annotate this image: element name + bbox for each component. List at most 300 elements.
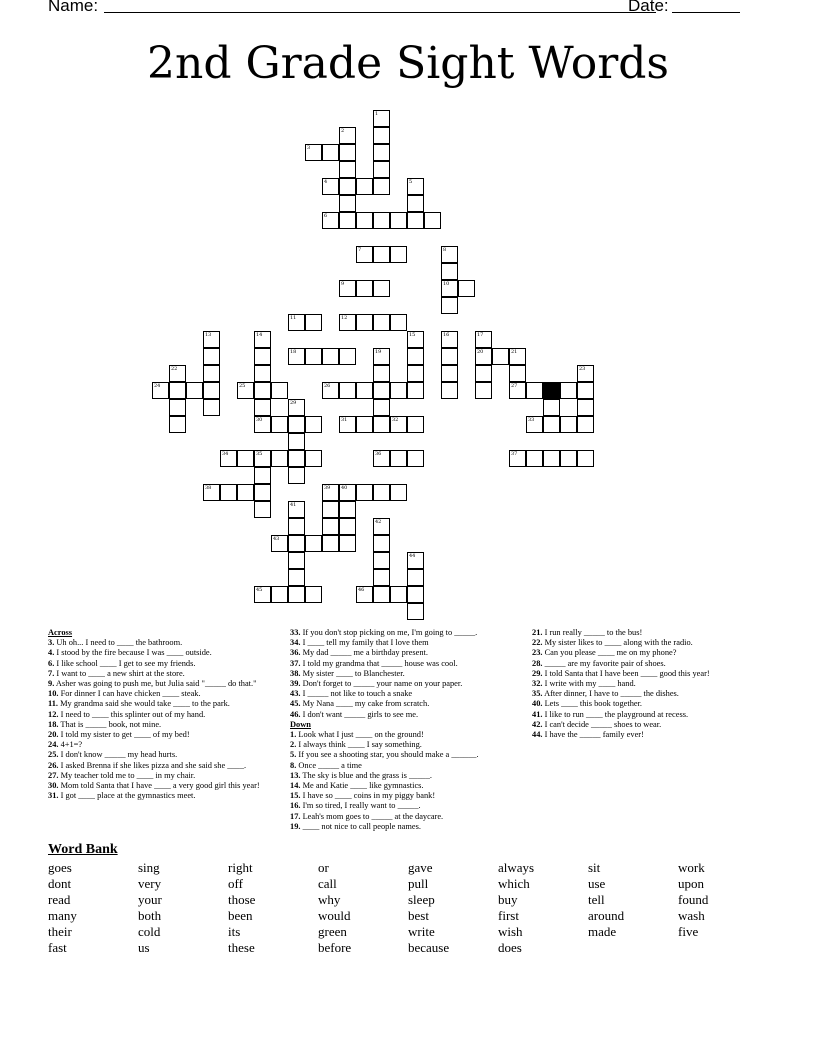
word-bank-word: pull bbox=[408, 876, 429, 891]
word-bank-word: upon bbox=[678, 876, 704, 891]
clue-number: 3. bbox=[48, 638, 55, 648]
crossword-cell[interactable] bbox=[407, 569, 424, 586]
crossword-cell[interactable] bbox=[373, 382, 390, 399]
crossword-cell[interactable] bbox=[407, 348, 424, 365]
clue-number: 12. bbox=[48, 709, 59, 719]
crossword-cell[interactable] bbox=[322, 535, 339, 552]
crossword-cell[interactable] bbox=[390, 314, 407, 331]
word-bank-word: wash bbox=[678, 908, 705, 923]
clue-text: The sky is blue and the grass is _____. bbox=[300, 770, 432, 780]
across-clue-list bbox=[48, 638, 284, 801]
crossword-cell[interactable] bbox=[441, 348, 458, 365]
crossword-cell[interactable] bbox=[373, 416, 390, 433]
clue-number: 31. bbox=[48, 791, 59, 801]
clue-item bbox=[48, 740, 284, 750]
clue-number: 35 bbox=[256, 451, 263, 457]
word-bank-word: or bbox=[318, 860, 329, 875]
crossword-cell[interactable] bbox=[186, 382, 203, 399]
clue-number: 15. bbox=[290, 791, 301, 801]
clue-number: 4. bbox=[48, 648, 55, 658]
crossword-cell[interactable] bbox=[373, 569, 390, 586]
crossword-cell[interactable] bbox=[407, 212, 424, 229]
crossword-cell[interactable] bbox=[305, 416, 322, 433]
crossword-cell[interactable] bbox=[305, 348, 322, 365]
crossword-cell[interactable] bbox=[441, 365, 458, 382]
crossword-cell[interactable] bbox=[356, 212, 373, 229]
word-bank-word: call bbox=[318, 876, 337, 891]
crossword-cell[interactable] bbox=[560, 416, 577, 433]
word-bank-word: before bbox=[318, 940, 352, 955]
crossword-cell[interactable] bbox=[220, 484, 237, 501]
clue-item bbox=[290, 628, 526, 638]
word-bank-word: buy bbox=[498, 892, 518, 907]
crossword-cell[interactable] bbox=[288, 518, 305, 535]
crossword-cell[interactable] bbox=[526, 450, 543, 467]
crossword-cell[interactable] bbox=[424, 212, 441, 229]
crossword-cell[interactable] bbox=[543, 450, 560, 467]
crossword-cell[interactable] bbox=[407, 603, 424, 620]
word-bank-word: found bbox=[678, 892, 709, 907]
clue-text: I told my grandma that _____ house was cool. bbox=[300, 658, 458, 668]
crossword-cell[interactable] bbox=[356, 314, 373, 331]
clue-number: 41. bbox=[532, 709, 543, 719]
crossword-cell[interactable] bbox=[543, 416, 560, 433]
crossword-cell[interactable] bbox=[475, 365, 492, 382]
crossword-cell[interactable] bbox=[577, 450, 594, 467]
crossword-cell[interactable] bbox=[509, 365, 526, 382]
clue-number: 30. bbox=[48, 781, 59, 791]
clue-text: I ____ tell my family that I love them bbox=[300, 638, 429, 648]
crossword-cell[interactable] bbox=[288, 433, 305, 450]
crossword-cell[interactable] bbox=[322, 348, 339, 365]
clue-number: 23 bbox=[579, 366, 586, 372]
clue-number: 26. bbox=[48, 760, 59, 770]
crossword-cell[interactable] bbox=[288, 552, 305, 569]
word-bank-word: sleep bbox=[408, 892, 435, 907]
clue-number: 31 bbox=[341, 417, 348, 423]
clue-text: ____ not nice to call people names. bbox=[300, 821, 421, 831]
clue-item bbox=[290, 771, 526, 781]
down-clue-list bbox=[290, 730, 526, 832]
clue-number: 9. bbox=[48, 679, 55, 689]
crossword-cell[interactable] bbox=[526, 382, 543, 399]
crossword-cell[interactable] bbox=[390, 382, 407, 399]
clue-number: 6. bbox=[48, 658, 55, 668]
clue-number: 41 bbox=[290, 502, 297, 508]
word-bank-word: would bbox=[318, 908, 351, 923]
word-bank-word: dont bbox=[48, 876, 72, 891]
clue-item bbox=[532, 669, 768, 679]
clue-number: 24 bbox=[154, 383, 161, 389]
crossword-cell[interactable] bbox=[169, 416, 186, 433]
clue-number: 21. bbox=[532, 628, 543, 637]
crossword-cell[interactable] bbox=[203, 365, 220, 382]
crossword-cell[interactable] bbox=[322, 144, 339, 161]
crossword-cell[interactable] bbox=[577, 416, 594, 433]
crossword-cell[interactable] bbox=[373, 399, 390, 416]
clue-text: Mom told Santa that I have ____ a very good girl this year! bbox=[58, 781, 260, 791]
clue-item bbox=[48, 699, 284, 709]
crossword-cell[interactable] bbox=[271, 450, 288, 467]
crossword-cell[interactable] bbox=[373, 144, 390, 161]
clue-item bbox=[532, 730, 768, 740]
crossword-cell[interactable] bbox=[543, 399, 560, 416]
clue-item bbox=[532, 659, 768, 669]
down-heading: Down bbox=[290, 719, 311, 729]
clue-number: 5. bbox=[290, 750, 297, 760]
clue-number: 28. bbox=[532, 658, 543, 668]
clue-number: 18. bbox=[48, 719, 59, 729]
clue-number: 39. bbox=[290, 679, 301, 689]
clue-text: I have the _____ family ever! bbox=[542, 730, 644, 740]
clue-number: 40. bbox=[532, 699, 543, 709]
clue-item bbox=[290, 781, 526, 791]
clue-number: 37 bbox=[511, 451, 518, 457]
crossword-cell[interactable] bbox=[441, 263, 458, 280]
crossword-cell[interactable] bbox=[441, 297, 458, 314]
crossword-cell[interactable] bbox=[407, 450, 424, 467]
crossword-cell[interactable] bbox=[254, 348, 271, 365]
clue-item bbox=[532, 638, 768, 648]
clue-text: I _____ not like to touch a snake bbox=[300, 689, 413, 699]
clue-item bbox=[290, 679, 526, 689]
clue-item bbox=[48, 648, 284, 658]
clue-text: I stood by the fire because I was ____ outside. bbox=[54, 648, 212, 658]
word-bank-word: work bbox=[678, 860, 705, 875]
clue-number: 23. bbox=[532, 648, 543, 658]
word-bank-word: read bbox=[48, 892, 71, 907]
crossword-cell[interactable] bbox=[390, 484, 407, 501]
crossword-cell[interactable] bbox=[356, 484, 373, 501]
clue-text: 4+1=? bbox=[58, 740, 83, 750]
clue-text: Asher was going to push me, but Julia said "_____ do that." bbox=[54, 679, 257, 689]
clue-number: 34. bbox=[290, 638, 301, 648]
crossword-cell[interactable] bbox=[288, 535, 305, 552]
clue-text: Me and Katie ____ like gymnastics. bbox=[300, 781, 424, 791]
crossword-cell[interactable] bbox=[254, 382, 271, 399]
clue-text: That is _____ book, not mine. bbox=[58, 719, 162, 729]
clue-number: 22. bbox=[532, 638, 543, 648]
crossword-cell[interactable] bbox=[492, 348, 509, 365]
clue-number: 7. bbox=[48, 668, 55, 678]
word-bank-word: goes bbox=[48, 860, 72, 875]
crossword-cell[interactable] bbox=[305, 535, 322, 552]
clue-item bbox=[532, 699, 768, 709]
clue-item bbox=[290, 669, 526, 679]
clue-number: 27. bbox=[48, 770, 59, 780]
word-bank-word: cold bbox=[138, 924, 161, 939]
clue-number: 42 bbox=[375, 519, 382, 525]
word-bank-word: off bbox=[228, 876, 243, 891]
crossword-cell[interactable] bbox=[254, 484, 271, 501]
crossword-cell[interactable] bbox=[339, 382, 356, 399]
crossword-cell[interactable] bbox=[339, 501, 356, 518]
crossword-cell[interactable] bbox=[203, 382, 220, 399]
crossword-cell[interactable] bbox=[254, 365, 271, 382]
clue-item bbox=[48, 679, 284, 689]
clue-item bbox=[532, 710, 768, 720]
clue-text: Uh oh... I need to ____ the bathroom. bbox=[54, 638, 183, 648]
crossword-cell[interactable] bbox=[373, 365, 390, 382]
clue-text: My grandma said she would take ____ to the park. bbox=[58, 699, 230, 709]
word-bank-word: because bbox=[408, 940, 450, 955]
clue-number: 8. bbox=[290, 760, 297, 770]
clue-number: 36 bbox=[375, 451, 382, 457]
clue-number: 26 bbox=[324, 383, 331, 389]
crossword-cell[interactable] bbox=[373, 127, 390, 144]
crossword-cell[interactable] bbox=[407, 382, 424, 399]
clue-number: 15 bbox=[409, 332, 416, 338]
word-bank-word: us bbox=[138, 940, 150, 955]
word-bank-word: why bbox=[318, 892, 341, 907]
clue-number: 33 bbox=[528, 417, 535, 423]
clue-text: I can't decide _____ shoes to wear. bbox=[542, 719, 662, 729]
clue-text: I don't know _____ my head hurts. bbox=[58, 750, 178, 760]
crossword-cell[interactable] bbox=[441, 382, 458, 399]
clue-item bbox=[532, 648, 768, 658]
clue-number: 17. bbox=[290, 811, 301, 821]
crossword-cell[interactable] bbox=[339, 161, 356, 178]
crossword-cell[interactable] bbox=[254, 399, 271, 416]
crossword-cell[interactable] bbox=[373, 586, 390, 603]
clue-number: 1 bbox=[375, 111, 379, 117]
crossword-cell[interactable] bbox=[373, 280, 390, 297]
crossword-cell[interactable] bbox=[373, 535, 390, 552]
crossword-cell[interactable] bbox=[407, 586, 424, 603]
clue-number: 32 bbox=[392, 417, 399, 423]
crossword-cell[interactable] bbox=[475, 382, 492, 399]
crossword-cell[interactable] bbox=[458, 280, 475, 297]
clue-text: I want to ____ a new shirt at the store. bbox=[54, 668, 185, 678]
crossword-cell[interactable] bbox=[288, 569, 305, 586]
clue-item bbox=[48, 659, 284, 669]
crossword-cell[interactable] bbox=[356, 280, 373, 297]
clue-item bbox=[48, 720, 284, 730]
crossword-cell[interactable] bbox=[407, 365, 424, 382]
clue-text: For dinner I can have chicken ____ steak. bbox=[58, 689, 201, 699]
clue-item bbox=[290, 689, 526, 699]
clue-number: 24. bbox=[48, 740, 59, 750]
crossword-cell[interactable] bbox=[322, 518, 339, 535]
clue-number: 17 bbox=[477, 332, 484, 338]
word-bank-word: made bbox=[588, 924, 617, 939]
crossword-cell[interactable] bbox=[339, 212, 356, 229]
crossword-cell[interactable] bbox=[356, 416, 373, 433]
clue-number: 11. bbox=[48, 699, 59, 709]
clue-number: 22 bbox=[171, 366, 178, 372]
crossword-cell[interactable] bbox=[339, 195, 356, 212]
clue-text: Once _____ a time bbox=[296, 760, 362, 770]
crossword-cell[interactable] bbox=[373, 246, 390, 263]
clue-item bbox=[290, 791, 526, 801]
crossword-cell[interactable] bbox=[339, 518, 356, 535]
clue-text: I told Santa that I have been ____ good this year! bbox=[542, 668, 710, 678]
crossword-cell[interactable] bbox=[373, 161, 390, 178]
word-bank-word: right bbox=[228, 860, 253, 875]
clue-number: 38 bbox=[205, 485, 212, 491]
crossword-cell[interactable] bbox=[407, 195, 424, 212]
word-bank-word: always bbox=[498, 860, 535, 875]
crossword-cell[interactable] bbox=[373, 552, 390, 569]
clue-item bbox=[48, 638, 284, 648]
crossword-cell[interactable] bbox=[339, 348, 356, 365]
clue-item bbox=[48, 689, 284, 699]
clue-number: 18 bbox=[290, 349, 297, 355]
clue-text: My dad _____ me a birthday present. bbox=[300, 648, 428, 658]
crossword-cell[interactable] bbox=[390, 450, 407, 467]
clue-text: If you see a shooting star, you should make a ______. bbox=[296, 750, 479, 760]
clue-item bbox=[532, 689, 768, 699]
clue-item bbox=[532, 720, 768, 730]
clue-item bbox=[48, 710, 284, 720]
clue-number: 19 bbox=[375, 349, 382, 355]
crossword-cell[interactable] bbox=[577, 382, 594, 399]
word-bank-word: both bbox=[138, 908, 162, 923]
clue-item bbox=[290, 812, 526, 822]
word-bank-word: very bbox=[138, 876, 162, 891]
clue-number: 4 bbox=[324, 179, 328, 185]
clue-number: 19. bbox=[290, 821, 301, 831]
clue-number: 6 bbox=[324, 213, 328, 219]
crossword-cell[interactable] bbox=[254, 501, 271, 518]
clue-item bbox=[532, 679, 768, 689]
crossword-cell[interactable] bbox=[169, 399, 186, 416]
word-bank-word: those bbox=[228, 892, 256, 907]
clue-number: 30 bbox=[256, 417, 263, 423]
clue-number: 20. bbox=[48, 730, 59, 740]
word-bank-word: their bbox=[48, 924, 72, 939]
crossword-cell[interactable] bbox=[271, 382, 288, 399]
crossword-cell[interactable] bbox=[203, 348, 220, 365]
word-bank-word: sing bbox=[138, 860, 160, 875]
word-bank-word: tell bbox=[588, 892, 605, 907]
clue-number: 38. bbox=[290, 668, 301, 678]
clue-item bbox=[290, 659, 526, 669]
clue-text: _____ are my favorite pair of shoes. bbox=[542, 658, 666, 668]
crossword-cell[interactable] bbox=[373, 178, 390, 195]
word-bank-word: five bbox=[678, 924, 699, 939]
crossword-cell[interactable] bbox=[339, 535, 356, 552]
clue-number: 13 bbox=[205, 332, 212, 338]
clue-number: 37. bbox=[290, 658, 301, 668]
crossword-cell[interactable] bbox=[203, 399, 220, 416]
clue-text: If you don't stop picking on me, I'm going to _____. bbox=[300, 628, 478, 637]
crossword-cell[interactable] bbox=[407, 416, 424, 433]
word-bank-word: write bbox=[408, 924, 435, 939]
clue-number: 34 bbox=[222, 451, 229, 457]
clue-number: 13. bbox=[290, 770, 301, 780]
crossword-cell[interactable] bbox=[339, 144, 356, 161]
crossword-cell[interactable] bbox=[271, 586, 288, 603]
clue-number: 43. bbox=[290, 689, 301, 699]
clue-item bbox=[290, 699, 526, 709]
clue-number: 32. bbox=[532, 679, 543, 689]
clue-number: 9 bbox=[341, 281, 345, 287]
crossword-cell[interactable] bbox=[373, 484, 390, 501]
crossword-cell[interactable] bbox=[237, 450, 254, 467]
clue-number: 40 bbox=[341, 485, 348, 491]
crossword-cell[interactable] bbox=[169, 382, 186, 399]
word-bank-word: fast bbox=[48, 940, 67, 955]
date-label: Date: bbox=[628, 0, 669, 15]
clue-text: I don't want _____ girls to see me. bbox=[300, 709, 419, 719]
crossword-cell[interactable] bbox=[560, 382, 577, 399]
crossword-cell[interactable] bbox=[305, 450, 322, 467]
clue-text: I like school ____ I get to see my friends. bbox=[54, 658, 196, 668]
crossword-cell[interactable] bbox=[390, 246, 407, 263]
name-label: Name: bbox=[48, 0, 99, 15]
clue-number: 8 bbox=[443, 247, 447, 253]
crossword-cell[interactable] bbox=[390, 212, 407, 229]
clue-number: 25 bbox=[239, 383, 246, 389]
clue-text: Leah's mom goes to _____ at the daycare. bbox=[300, 811, 444, 821]
clue-number: 11 bbox=[290, 315, 297, 321]
crossword-cell[interactable] bbox=[373, 314, 390, 331]
clue-number: 2 bbox=[341, 128, 345, 134]
across-clues-column bbox=[48, 628, 284, 801]
word-bank-word: its bbox=[228, 924, 241, 939]
crossword-cell[interactable] bbox=[322, 501, 339, 518]
crossword-cell[interactable] bbox=[271, 416, 288, 433]
crossword-cell[interactable] bbox=[577, 399, 594, 416]
clue-number: 29 bbox=[290, 400, 297, 406]
clue-text: Look what I just ____ on the ground! bbox=[296, 730, 424, 740]
crossword-cell[interactable] bbox=[305, 314, 322, 331]
crossword-cell[interactable] bbox=[339, 178, 356, 195]
word-bank-title: Word Bank bbox=[48, 842, 118, 857]
clue-item bbox=[48, 669, 284, 679]
clue-number: 1. bbox=[290, 730, 297, 740]
clue-number: 5 bbox=[409, 179, 413, 185]
across-clue-list-continued bbox=[290, 628, 526, 720]
crossword-cell[interactable] bbox=[288, 586, 305, 603]
page-title: 2nd Grade Sight Words bbox=[147, 38, 669, 89]
clue-text: Lets ____ this book together. bbox=[542, 699, 643, 709]
word-bank-word: around bbox=[588, 908, 625, 923]
crossword-cell[interactable] bbox=[288, 450, 305, 467]
crossword-cell[interactable] bbox=[237, 484, 254, 501]
clue-number: 10. bbox=[48, 689, 59, 699]
crossword-cell[interactable] bbox=[390, 586, 407, 603]
crossword-cell[interactable] bbox=[254, 467, 271, 484]
clue-number: 10 bbox=[443, 281, 450, 287]
clue-text: My sister likes to ____ along with the radio. bbox=[542, 638, 693, 648]
crossword-cell[interactable] bbox=[560, 450, 577, 467]
word-bank-word: your bbox=[138, 892, 162, 907]
clue-text: I always think ____ I say something. bbox=[296, 740, 422, 750]
clue-number: 42. bbox=[532, 719, 543, 729]
crossword-cell[interactable] bbox=[373, 212, 390, 229]
clue-number: 45. bbox=[290, 699, 301, 709]
clue-number: 43 bbox=[273, 536, 280, 542]
clue-number: 2. bbox=[290, 740, 297, 750]
clue-item bbox=[290, 730, 526, 740]
clue-item bbox=[48, 750, 284, 760]
crossword-cell[interactable] bbox=[356, 382, 373, 399]
crossword-cell[interactable] bbox=[356, 178, 373, 195]
clue-item bbox=[48, 730, 284, 740]
crossword-cell[interactable] bbox=[288, 416, 305, 433]
word-bank-word: best bbox=[408, 908, 429, 923]
clue-number: 46. bbox=[290, 709, 301, 719]
clue-number: 16. bbox=[290, 801, 301, 811]
clue-item bbox=[290, 761, 526, 771]
clue-text: I told my sister to get ____ of my bed! bbox=[58, 730, 190, 740]
clue-number: 36. bbox=[290, 648, 301, 658]
crossword-cell[interactable] bbox=[305, 586, 322, 603]
crossword-cell[interactable] bbox=[288, 467, 305, 484]
word-bank-word: use bbox=[588, 876, 606, 891]
